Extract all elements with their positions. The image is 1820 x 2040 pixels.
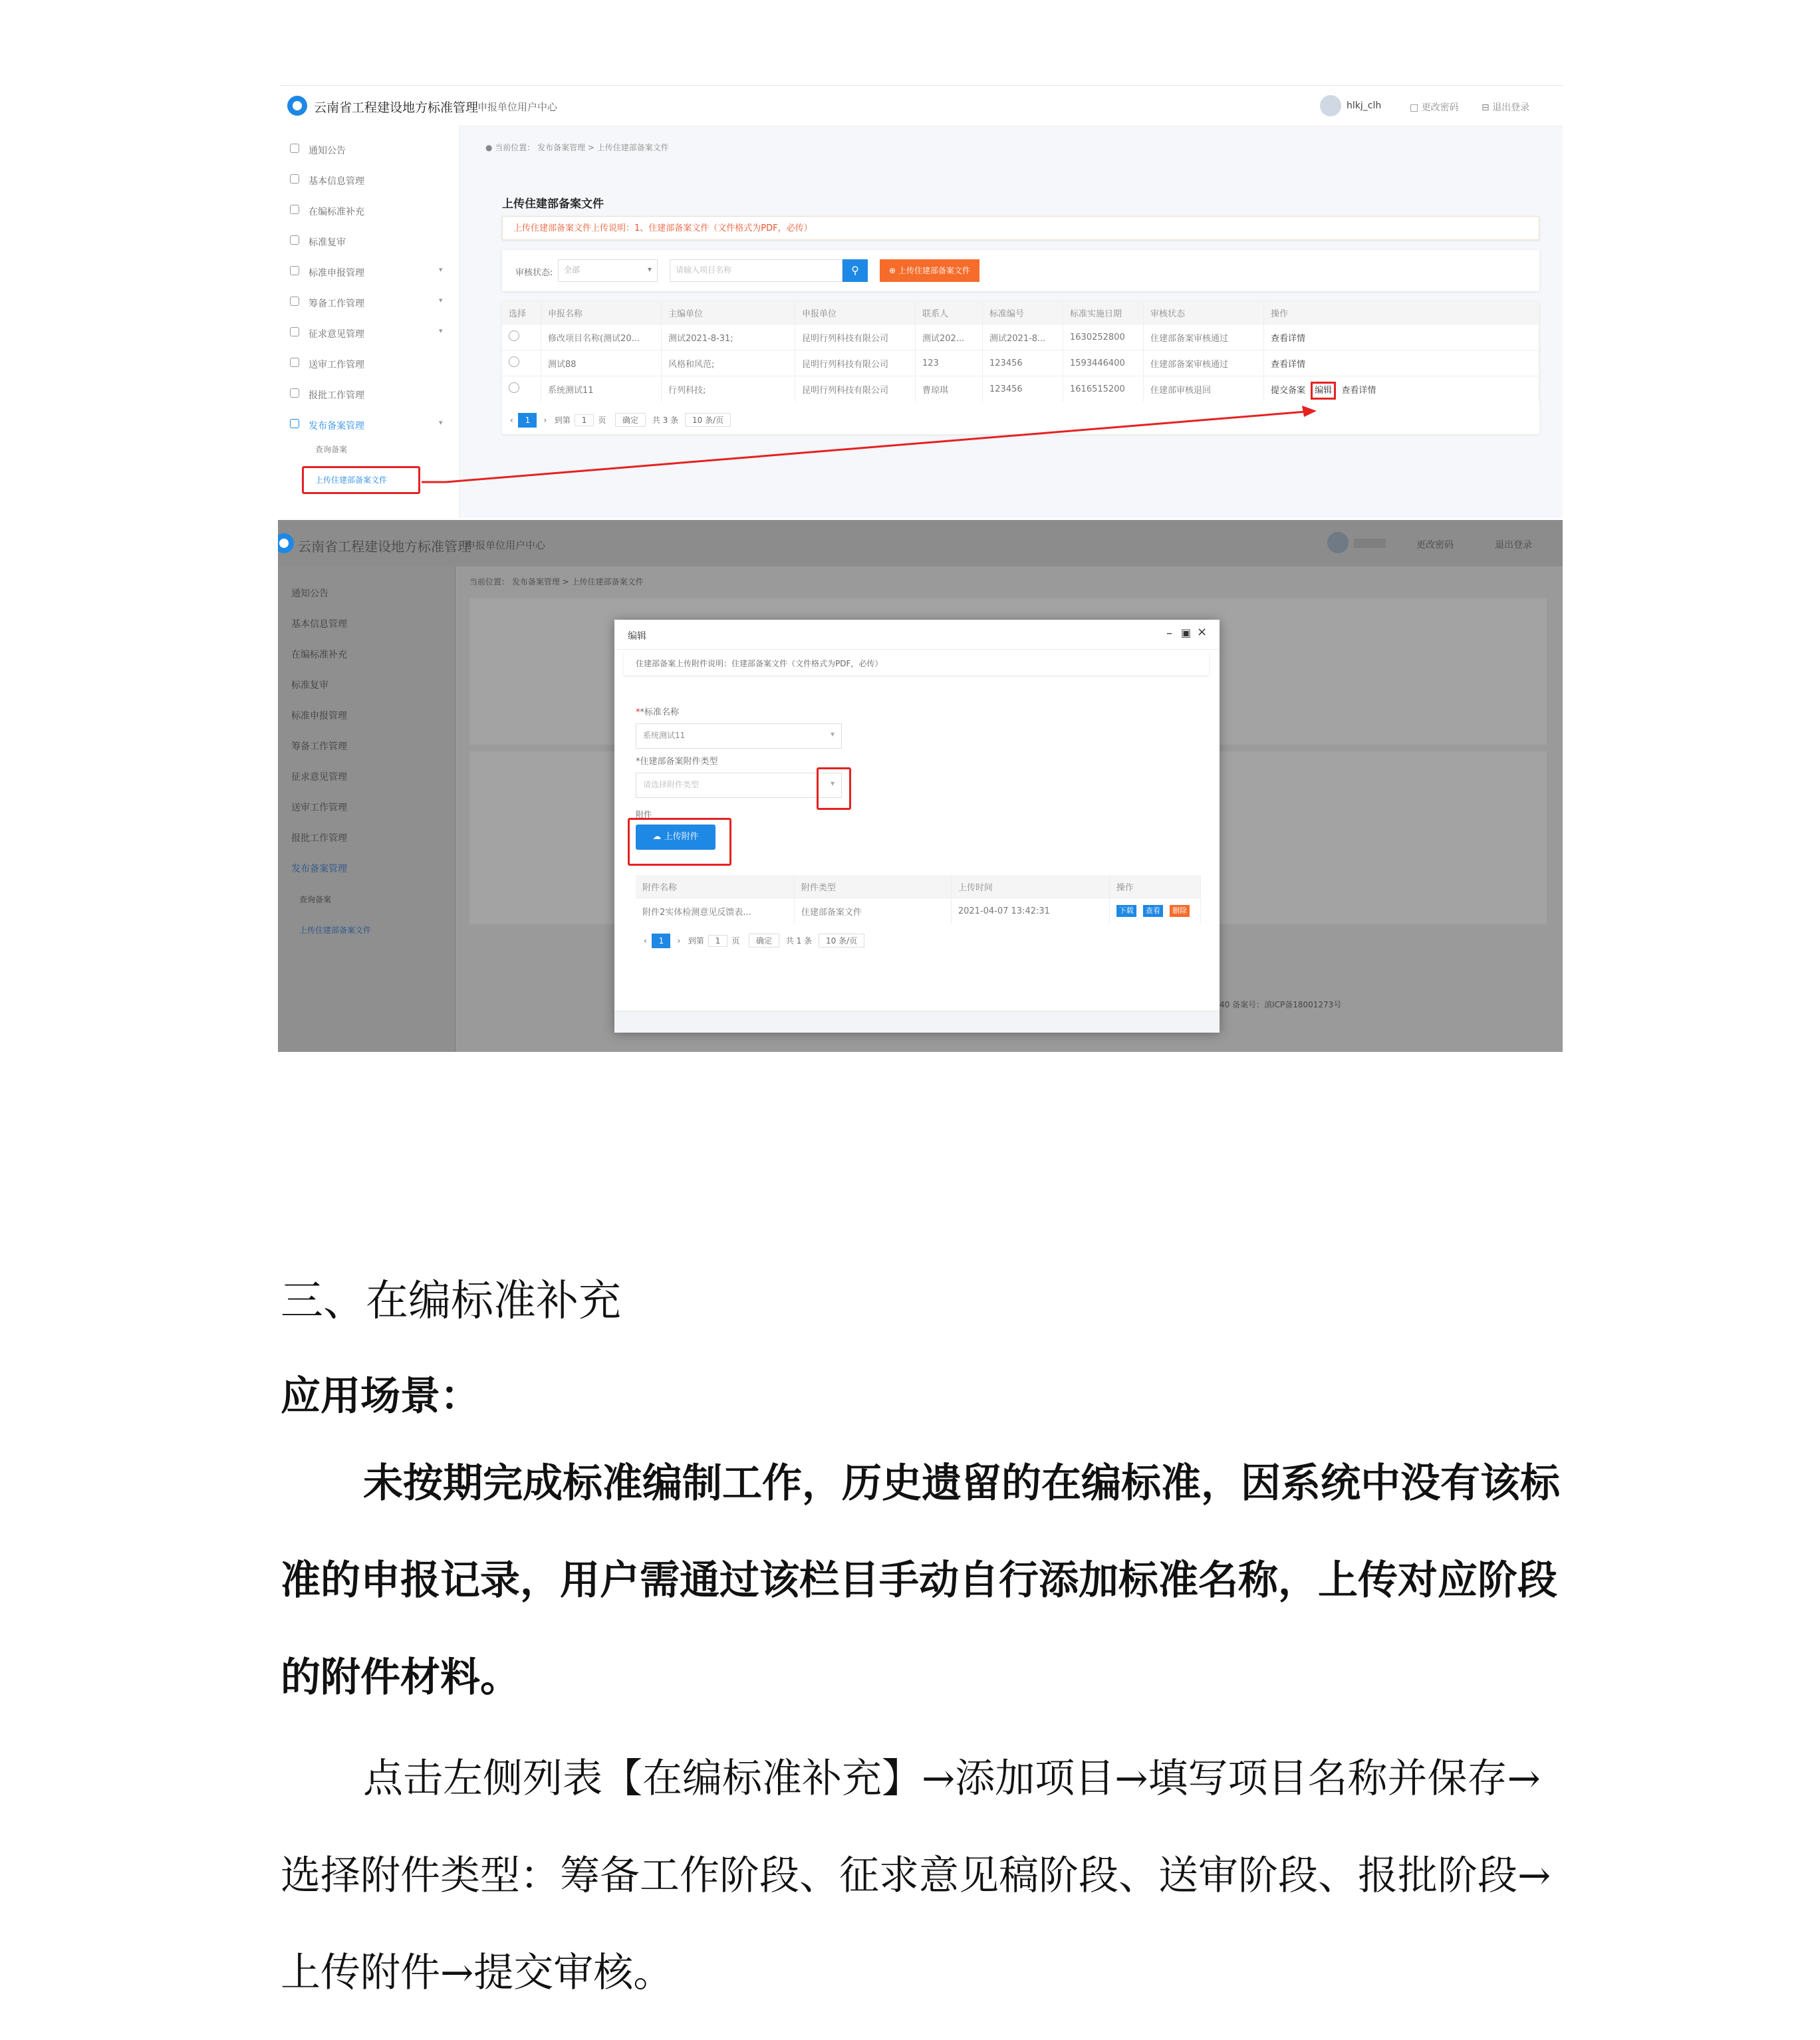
- cell-code: 123456: [983, 376, 1063, 402]
- upload-notice: 上传住建部备案文件上传说明：1、住建部备案文件（文件格式为PDF，必传）: [502, 216, 1539, 240]
- sidebar-item-approval[interactable]: 报批工作管理: [291, 833, 347, 844]
- standard-name-value: 系统测试11: [643, 731, 686, 740]
- sidebar-sub-query[interactable]: 查询备案: [315, 445, 348, 454]
- system-subtitle: 申报单位用户中心: [465, 539, 546, 551]
- cell-date: 1593446400: [1063, 350, 1144, 376]
- sidebar-sub-upload[interactable]: 上传住建部备案文件: [315, 475, 388, 485]
- column-header: 联系人: [916, 301, 983, 324]
- column-header: 上传时间: [951, 875, 1109, 898]
- chevron-down-icon: ▾: [439, 418, 443, 427]
- system-subtitle: 申报单位用户中心: [477, 101, 558, 113]
- minimize-icon[interactable]: –: [1166, 626, 1172, 640]
- table-header-row: [636, 875, 1201, 898]
- system-title: 云南省工程建设地方标准管理: [314, 100, 479, 115]
- cell-editor: 行列科技;: [662, 376, 795, 402]
- sidebar-item-label: 标准申报管理: [309, 268, 364, 279]
- sidebar-item-label: 筹备工作管理: [309, 299, 364, 309]
- next-page-icon[interactable]: ›: [543, 416, 552, 425]
- sidebar-sub-query[interactable]: 查询备案: [299, 895, 332, 904]
- search-icon: ⚲: [851, 264, 859, 277]
- username-blurred: [1354, 539, 1386, 548]
- sidebar-item-label: 送审工作管理: [309, 360, 364, 370]
- view-details-link[interactable]: 查看详情: [1271, 359, 1306, 370]
- total-count: 共 3 条: [652, 416, 679, 425]
- highlight-box: [817, 767, 851, 810]
- cell-name: 修改项目名称(测试20...: [541, 324, 662, 350]
- sidebar-item-label: 征求意见管理: [309, 329, 364, 340]
- column-header: 附件名称: [636, 875, 794, 898]
- modal-footer: [614, 1011, 1220, 1033]
- column-header: 附件类型: [794, 875, 951, 898]
- cell-date: 1616515200: [1063, 376, 1144, 402]
- logout-icon: ⊟: [1482, 102, 1493, 113]
- per-page-select[interactable]: 10 条/页: [819, 934, 864, 948]
- column-header: 审核状态: [1144, 301, 1264, 324]
- column-header: 选择: [502, 301, 541, 324]
- column-header: 申报单位: [795, 301, 916, 324]
- cell-name: 系统测试11: [541, 376, 662, 402]
- lock-icon: □: [1410, 102, 1422, 113]
- breadcrumb-text: 当前位置： 发布备案管理 > 上传住建部备案文件: [495, 143, 669, 152]
- per-page-select[interactable]: 10 条/页: [685, 413, 731, 427]
- cell-code: 123456: [983, 350, 1063, 376]
- cell-status: 住建部审核退回: [1144, 376, 1264, 402]
- cell-contact: 测试202...: [916, 324, 983, 350]
- column-header: 操作: [1109, 875, 1200, 898]
- sidebar-item-label: 报批工作管理: [309, 390, 364, 401]
- scene-title: 应用场景：: [281, 1373, 480, 1420]
- cell-name: 测试88: [541, 350, 662, 376]
- avatar[interactable]: [1327, 532, 1349, 553]
- cell-unit: 昆明行列科技有限公司: [795, 376, 916, 402]
- search-placeholder: 请输入项目名称: [676, 265, 732, 275]
- page-unit: 页: [731, 936, 740, 946]
- page-input[interactable]: 1: [708, 935, 728, 947]
- column-header: 申报名称: [541, 301, 662, 324]
- confirm-button[interactable]: 确定: [615, 413, 646, 427]
- edit-modal: [614, 620, 1220, 1032]
- attachment-type-placeholder: 请选择附件类型: [643, 780, 700, 789]
- cell-attachment-type: 住建部备案文件: [794, 898, 951, 924]
- page-title: 上传住建部备案文件: [502, 197, 604, 211]
- sidebar-item-label: 通知公告: [309, 146, 346, 156]
- modal-header: [614, 620, 1220, 650]
- breadcrumb: 当前位置： 发布备案管理 > 上传住建部备案文件: [469, 577, 644, 586]
- arrow-line: [446, 412, 1307, 482]
- cell-code: 测试2021-8...: [983, 324, 1063, 350]
- sidebar-item-basic-info[interactable]: 基本信息管理: [291, 619, 347, 630]
- logout-link[interactable]: 退出登录: [1495, 540, 1532, 551]
- change-password-link[interactable]: 更改密码: [1416, 540, 1454, 551]
- current-page[interactable]: 1: [518, 413, 537, 428]
- prev-page-icon[interactable]: ‹: [510, 416, 519, 425]
- sidebar-item-label: 在编标准补充: [309, 207, 364, 217]
- table-row[interactable]: [636, 898, 1201, 924]
- screenshot-edit-modal: [278, 520, 1563, 1052]
- filter-label: 审核状态:: [515, 268, 553, 278]
- paragraph-scene: 未按期完成标准编制工作，历史遗留的在编标准，因系统中没有该标准的申报记录，用户需通过该栏目手动自行添加标准名称，上传对应阶段的附件材料。: [281, 1460, 1560, 1701]
- chevron-down-icon: ▾: [439, 296, 443, 305]
- sidebar-item-preparation[interactable]: 筹备工作管理: [291, 741, 347, 752]
- sidebar-item-label: 发布备案管理: [309, 421, 364, 432]
- next-page-icon[interactable]: ›: [677, 936, 686, 946]
- attachment-type-select[interactable]: [636, 773, 842, 798]
- caret-down-icon: ▾: [830, 729, 835, 739]
- upload-record-label: 上传住建部备案文件: [898, 266, 970, 275]
- cell-status: 住建部备案审核通过: [1144, 324, 1264, 350]
- sidebar-item-standard-supplement[interactable]: 在编标准补充: [291, 650, 347, 660]
- view-details-link[interactable]: 查看详情: [1341, 385, 1376, 396]
- cell-contact: 123: [916, 350, 983, 376]
- plus-circle-icon: ⊕: [889, 266, 898, 275]
- caret-down-icon: ▾: [830, 779, 835, 788]
- annotation-arrow: [279, 86, 1563, 518]
- delete-button[interactable]: 删除: [1170, 905, 1190, 917]
- page-input[interactable]: 1: [575, 414, 594, 426]
- sidebar: [278, 567, 455, 1052]
- sidebar-item-opinion[interactable]: 征求意见管理: [291, 772, 347, 783]
- modal-pagination: [644, 934, 868, 948]
- attachment-label: 附件: [636, 810, 652, 819]
- submit-filing-link[interactable]: 提交备案: [1271, 385, 1306, 396]
- change-password-label: 更改密码: [1421, 102, 1459, 113]
- paragraph-steps: 点击左侧列表【在编标准补充】→添加项目→填写项目名称并保存→选择附件类型：筹备工作阶段、征求意见稿阶段、送审阶段、报批阶段→上传附件→提交审核。: [281, 1755, 1551, 1996]
- total-count: 共 1 条: [785, 936, 813, 946]
- sidebar-item-publish[interactable]: 发布备案管理: [291, 864, 347, 874]
- column-header: 操作: [1264, 301, 1539, 324]
- goto-label: 到第: [688, 936, 704, 946]
- confirm-button[interactable]: 确定: [749, 934, 779, 948]
- standard-name-label: **标准名称: [636, 707, 680, 717]
- close-icon[interactable]: ×: [1197, 625, 1208, 639]
- section-title: 三、在编标准补充: [281, 1277, 621, 1326]
- column-header: 标准编号: [983, 301, 1063, 324]
- chevron-down-icon: ▾: [439, 326, 443, 335]
- standard-name-select[interactable]: [636, 723, 842, 749]
- status-select-value: 全部: [564, 265, 581, 275]
- maximize-icon[interactable]: ▣: [1181, 626, 1192, 639]
- sidebar-item-label: 标准复审: [309, 237, 346, 248]
- standard-name-label-text: *标准名称: [640, 707, 680, 717]
- download-button[interactable]: 下载: [1116, 905, 1136, 917]
- cell-date: 1630252800: [1063, 324, 1144, 350]
- cell-attachment-name: 附件2实体检测意见反馈表...: [636, 898, 794, 924]
- cell-status: 住建部备案审核通过: [1144, 350, 1264, 376]
- attachment-type-label: *住建部备案附件类型: [636, 757, 718, 767]
- cell-editor: 测试2021-8-31;: [662, 324, 795, 350]
- logout-label: 退出登录: [1492, 102, 1530, 113]
- prev-page-icon[interactable]: ‹: [644, 936, 652, 946]
- top-bar: [278, 520, 1563, 567]
- attachment-table: [636, 875, 1201, 924]
- cell-editor: 风格和风范;: [662, 350, 795, 376]
- column-header: 标准实施日期: [1063, 301, 1144, 324]
- cloud-upload-icon: ☁: [652, 832, 664, 842]
- upload-attachment-label: 上传附件: [664, 832, 699, 842]
- username[interactable]: hlkj_clh: [1347, 100, 1382, 111]
- edit-link[interactable]: 编辑: [1315, 385, 1333, 396]
- caret-down-icon: ▾: [647, 265, 652, 274]
- sidebar-item-application[interactable]: 标准申报管理: [291, 711, 347, 721]
- screenshot-upload-list: [279, 85, 1563, 518]
- modal-title: 编辑: [628, 631, 646, 642]
- highlight-box: [628, 818, 731, 866]
- sidebar-item-submission[interactable]: 送审工作管理: [291, 803, 347, 813]
- chevron-down-icon: ▾: [439, 265, 443, 274]
- view-button[interactable]: 查看: [1143, 905, 1163, 917]
- sidebar-item-notice[interactable]: 通知公告: [291, 588, 328, 599]
- location-pin-icon: ●: [485, 143, 495, 152]
- sidebar-item-label: 基本信息管理: [309, 176, 364, 187]
- system-title: 云南省工程建设地方标准管理: [298, 539, 471, 555]
- view-details-link[interactable]: 查看详情: [1271, 333, 1306, 344]
- cell-unit: 昆明行列科技有限公司: [795, 324, 916, 350]
- logo-icon: [278, 533, 294, 553]
- sidebar-sub-upload[interactable]: 上传住建部备案文件: [299, 926, 372, 935]
- footer-record-number: 40 备案号：滇ICP备18001273号: [1220, 1000, 1342, 1009]
- sidebar-item-review[interactable]: 标准复审: [291, 680, 328, 691]
- cell-unit: 昆明行列科技有限公司: [795, 350, 916, 376]
- arrow-head: [1302, 406, 1317, 417]
- column-header: 主编单位: [662, 301, 795, 324]
- goto-label: 到第: [554, 416, 571, 425]
- cell-contact: 曹琼琪: [916, 376, 983, 402]
- modal-notice: 住建部备案上传附件说明：住建部备案文件（文件格式为PDF，必传）: [624, 652, 1209, 676]
- page-unit: 页: [598, 416, 606, 425]
- current-page[interactable]: 1: [652, 934, 670, 948]
- cell-upload-time: 2021-04-07 13:42:31: [951, 898, 1109, 924]
